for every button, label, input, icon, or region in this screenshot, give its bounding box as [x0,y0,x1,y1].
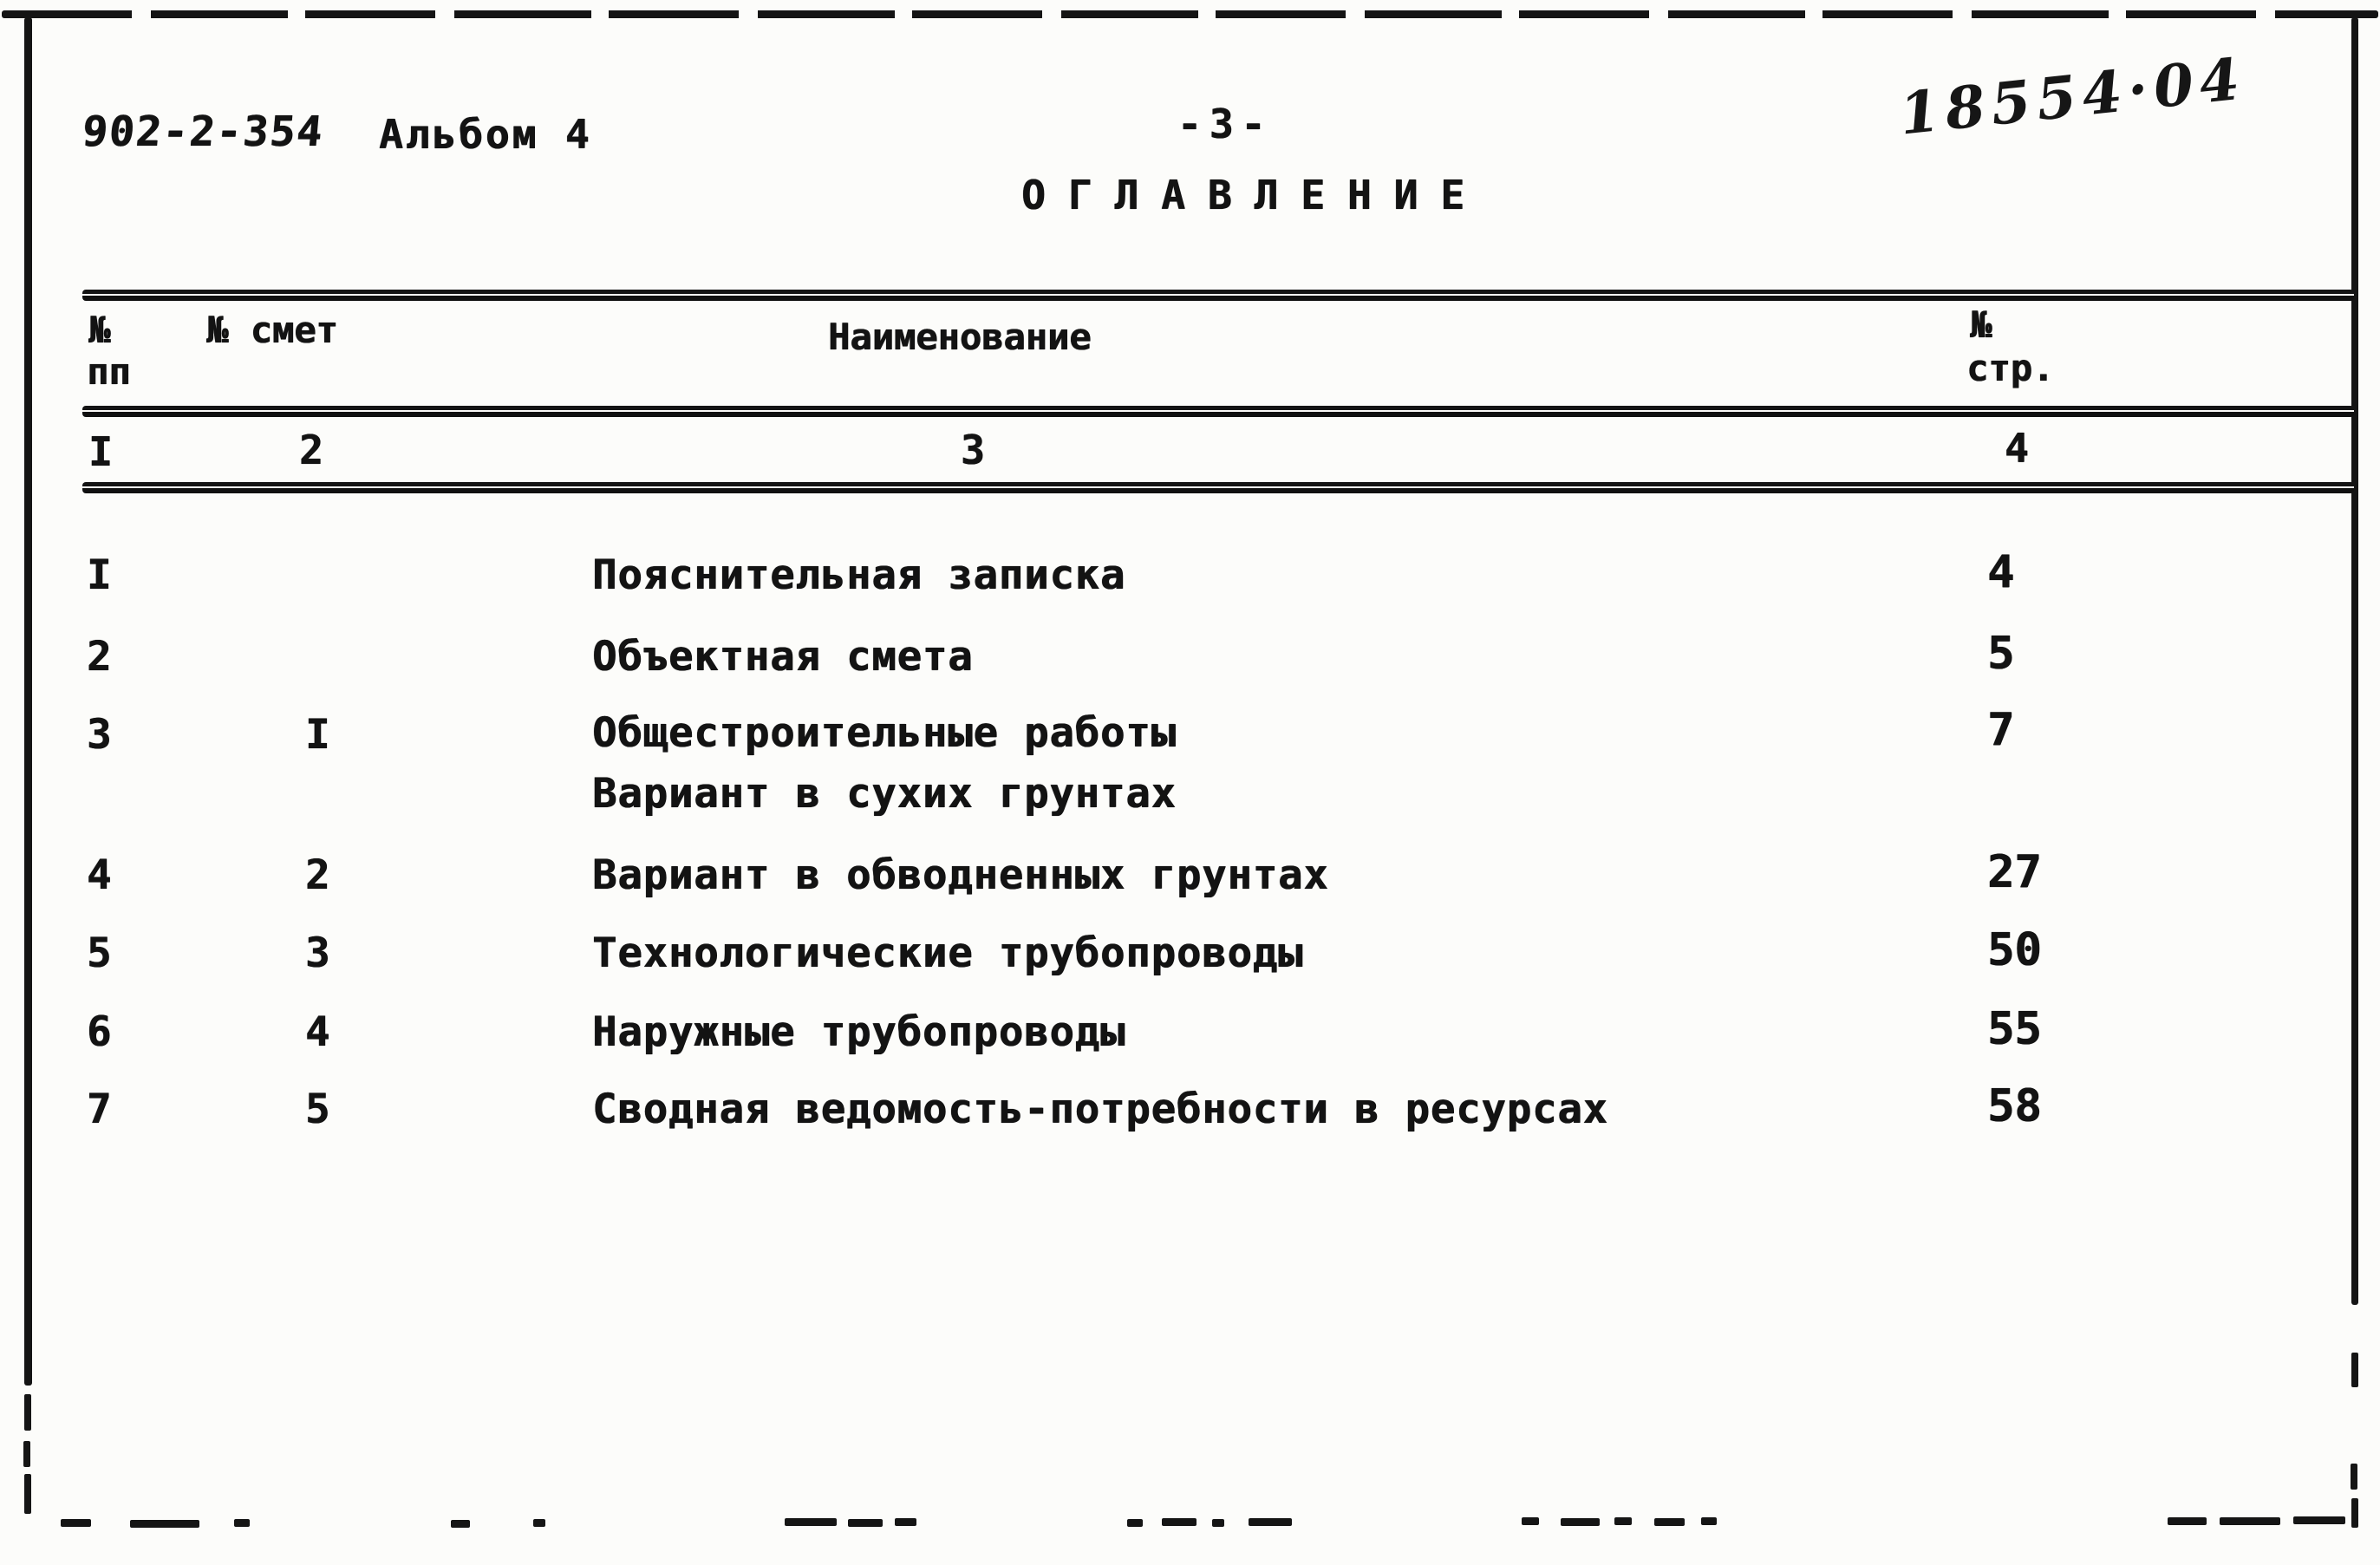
row-name: Технологические трубопроводы [592,929,1304,977]
row-name: Общестроительные работы [592,709,1177,757]
scan-dash [533,1519,545,1527]
col-header-num-smet: № смет [206,309,338,351]
scan-dash [2293,1516,2345,1524]
col-header-name: Наименование [828,316,1092,358]
row-name: Сводная ведомость-потребности в ресурсах [592,1086,1608,1133]
scan-dash [1212,1519,1224,1527]
scan-dash [1614,1517,1632,1525]
scan-dash [1561,1518,1600,1526]
scan-dash [2351,1464,2357,1490]
col-header-num-pp: пп [87,350,131,393]
scan-dash [1249,1518,1292,1526]
table-rule-colnum [82,482,2354,493]
page-border-top [2,10,2378,18]
scan-dash [848,1519,883,1527]
row-name-line2: Вариант в сухих грунтах [592,770,1177,818]
column-number: 4 [2005,425,2029,472]
sheet-page-number: -3- [1177,101,1274,147]
column-number: 3 [961,427,985,473]
row-pp: 2 [87,633,112,681]
scan-dash [1127,1519,1143,1527]
scan-dash [130,1520,199,1528]
scan-dash [23,1441,30,1467]
row-name: Пояснительная записка [592,551,1126,599]
scan-dash [895,1518,916,1526]
row-pp: I [87,551,112,599]
scan-dash [2220,1517,2280,1525]
column-number: I [88,428,113,475]
row-page-number: 5 [1987,628,2015,680]
row-pp: 5 [87,929,112,977]
album-label: Альбом 4 [379,111,592,158]
scan-dash [1522,1517,1539,1525]
scan-dash [24,1474,31,1514]
scan-dash [1162,1518,1197,1526]
row-name: Наружные трубопроводы [592,1008,1126,1056]
row-page-number: 7 [1987,704,2015,756]
row-page-number: 55 [1987,1003,2042,1055]
row-pp: 7 [87,1086,112,1133]
row-page-number: 27 [1987,846,2042,898]
row-smeta-number: 3 [305,929,330,977]
scan-dash [24,1394,31,1431]
col-header-num-str: № [1970,303,1992,346]
row-smeta-number: I [305,711,330,759]
row-pp: 6 [87,1008,112,1056]
row-smeta-number: 5 [305,1086,330,1133]
col-header-num-str: стр. [1966,347,2055,389]
row-pp: 3 [87,711,112,759]
row-name: Вариант в обводненных грунтах [592,851,1329,899]
col-header-num-pp: № [88,309,111,351]
row-page-number: 58 [1987,1080,2042,1132]
row-smeta-number: 2 [305,851,330,899]
scan-dash [61,1519,91,1527]
row-page-number: 50 [1987,924,2042,976]
row-smeta-number: 4 [305,1008,330,1056]
column-number: 2 [299,427,323,473]
row-page-number: 4 [1987,546,2015,598]
page-border-right [2351,17,2358,1305]
table-rule-header [82,406,2354,417]
scan-dash [785,1518,837,1526]
page-title: ОГЛАВЛЕНИЕ [1021,172,1487,218]
scan-dash [1654,1518,1685,1526]
page-border-left [24,17,32,1386]
row-pp: 4 [87,851,112,899]
scan-dash [2168,1517,2207,1525]
scan-dash [1701,1517,1717,1525]
row-name: Объектная смета [592,633,974,681]
scan-dash [234,1519,250,1527]
handwritten-inventory-number: 18554·04 [1896,44,2249,148]
scan-dash [2351,1498,2358,1528]
table-rule-top [82,290,2354,301]
scan-dash [2351,1353,2358,1387]
document-code: 902-2-354 [80,108,326,156]
scan-dash [451,1520,470,1528]
